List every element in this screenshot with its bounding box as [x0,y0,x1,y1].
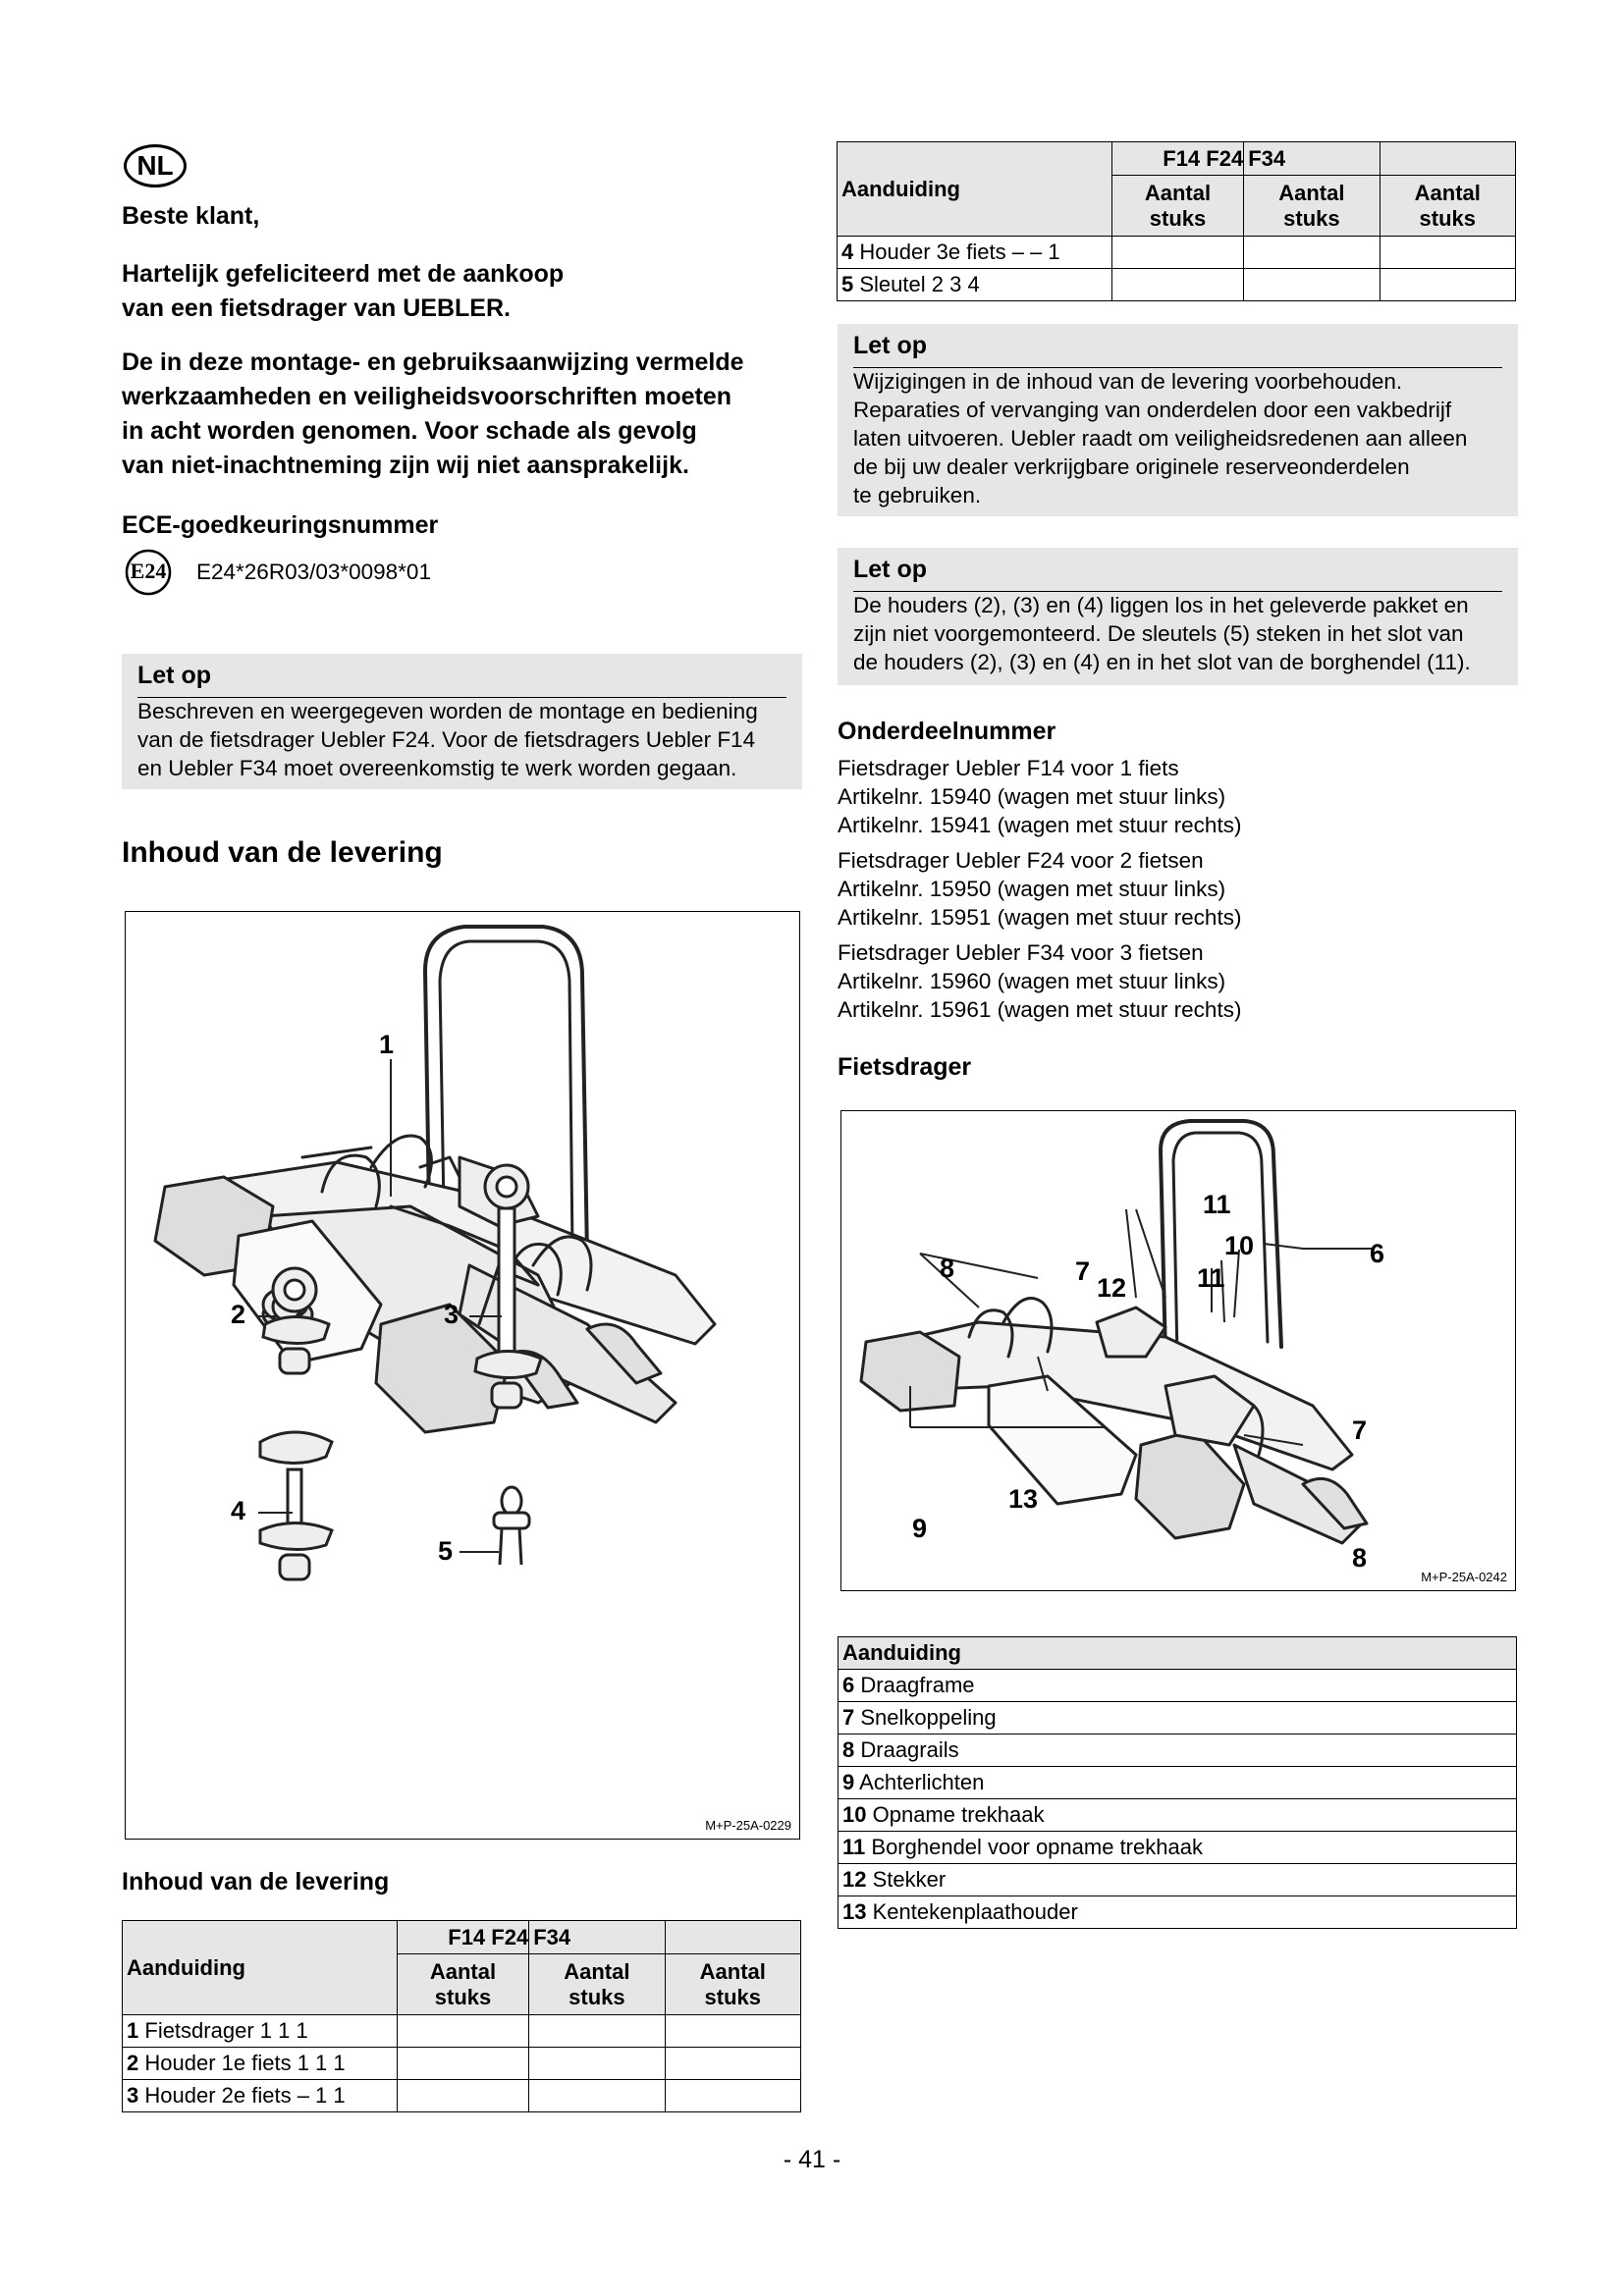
row-text: Achterlichten [859,1770,985,1794]
model-header-f34: F34 [529,1921,665,1954]
row-qty: – 1 1 [297,2083,346,2108]
language-badge: NL [124,144,187,187]
cell [397,2015,528,2048]
parts-line: Fietsdrager Uebler F14 voor 1 fiets [838,756,1179,780]
callout-9: 9 [912,1514,928,1543]
qty-label: Aantal [564,1958,630,1984]
qty-unit: stuks [1149,205,1207,231]
row-text: Houder 2e fiets [144,2083,292,2108]
congrats-text [122,257,564,326]
qty-unit: stuks [1419,205,1477,231]
table-header-row [839,1637,1517,1670]
qty-unit: stuks [568,1984,625,2009]
greeting: Beste klant, [122,202,260,230]
callout-1: 1 [379,1030,395,1059]
note-box-2 [838,324,1518,516]
warning-line: De in deze montage- en gebruiksaanwijzing vermelde [122,348,744,376]
row-label [123,2015,398,2048]
row-number: 7 [842,1705,855,1730]
row-number: 3 [127,2083,139,2108]
row-number: 6 [842,1673,855,1697]
note-line: zijn niet voorgemonteerd. De sleutels (5) steken in het slot van [853,621,1464,646]
row-text: Opname trekhaak [872,1802,1045,1827]
table-row [839,1896,1517,1929]
row-cell [839,1864,1517,1896]
cell [665,2080,800,2112]
parts-line: Fietsdrager Uebler F24 voor 2 fietsen [838,848,1204,873]
model-header-empty [1380,142,1515,176]
parts-line: Artikelnr. 15951 (wagen met stuur rechts) [838,905,1242,930]
row-cell [839,1799,1517,1832]
ece-approval-mark [124,548,173,597]
callout-12: 12 [1097,1273,1127,1303]
row-number: 2 [127,2051,139,2075]
qty-unit: stuks [434,1984,492,2009]
note-line: Reparaties of vervanging van onderdelen door een vakbedrijf [853,398,1452,422]
model-header-empty [665,1921,800,1954]
qty-header [1111,176,1243,237]
callout-5: 5 [438,1536,454,1566]
note-line: De houders (2), (3) en (4) liggen los in het geleverde pakket en [853,593,1469,617]
ece-badge-text: E24 [130,559,167,583]
table-row [123,2015,801,2048]
ece-heading: ECE-goedkeuringsnummer [122,511,439,539]
row-text: Borghendel voor opname trekhaak [871,1835,1203,1859]
qty-header [1244,176,1380,237]
row-cell [839,1670,1517,1702]
note-line: Beschreven en weergegeven worden de montage en bediening [137,699,758,723]
table-row [838,237,1516,269]
figure-code: M+P-25A-0229 [705,1818,791,1833]
table-row [123,2080,801,2112]
liability-warning [122,346,799,483]
parts-line: Artikelnr. 15961 (wagen met stuur rechts) [838,997,1242,1022]
bike-carrier-parts-illustration [126,912,799,1839]
note-line: Wijzigingen in de inhoud van de levering voorbehouden. [853,369,1403,394]
qty-label: Aantal [429,1958,497,1984]
delivery-table-continued [837,141,1516,301]
callout-10: 10 [1224,1231,1255,1260]
row-number: 9 [842,1770,855,1794]
note-box-1 [122,654,802,789]
cell [1380,237,1515,269]
cell [1111,237,1243,269]
callout-11b: 11 [1203,1190,1231,1219]
row-text: Stekker [872,1867,947,1892]
cell [665,2048,800,2080]
qty-header [529,1954,665,2015]
qty-header [397,1954,528,2015]
table-row [839,1670,1517,1702]
ece-number: E24*26R03/03*0098*01 [196,560,431,584]
row-number: 11 [842,1835,866,1859]
qty-unit: stuks [1283,205,1340,231]
callout-8b: 8 [1352,1543,1368,1573]
congrats-line-2: van een fietsdrager van UEBLER. [122,294,511,322]
row-number: 8 [842,1737,855,1762]
congrats-line-1: Hartelijk gefeliciteerd met de aankoop [122,260,565,288]
bike-carrier-illustration [841,1111,1515,1590]
row-qty: – – 1 [1011,240,1060,264]
table-row [839,1767,1517,1799]
parts-line: Artikelnr. 15950 (wagen met stuur links) [838,877,1226,901]
row-cell [839,1832,1517,1864]
callout-2: 2 [231,1300,246,1329]
note-text [853,591,1504,676]
row-number: 5 [841,272,854,296]
cell [1111,269,1243,301]
table-row [839,1702,1517,1735]
row-text: Houder 3e fiets [859,240,1006,264]
figure-code: M+P-25A-0242 [1421,1570,1507,1584]
cell [529,2080,665,2112]
table-row [839,1799,1517,1832]
note-text [137,697,788,782]
qty-label: Aantal [1278,180,1345,205]
parts-line: Artikelnr. 15940 (wagen met stuur links) [838,784,1226,809]
note-line: te gebruiken. [853,483,982,507]
col-aanduiding: Aanduiding [123,1921,398,2015]
parts-line: Artikelnr. 15941 (wagen met stuur rechts) [838,813,1242,837]
row-text: Sleutel [859,272,926,296]
cell [665,2015,800,2048]
note-title: Let op [853,332,927,359]
note-text [853,367,1504,509]
row-text: Houder 1e fiets [144,2051,292,2075]
row-cell [839,1896,1517,1929]
warning-line: in acht worden genomen. Voor schade als gevolg [122,417,697,445]
qty-label: Aantal [1144,180,1212,205]
model-header: F14 F24 [397,1921,528,1954]
parts-line: Artikelnr. 15960 (wagen met stuur links) [838,969,1226,993]
warning-line: werkzaamheden en veiligheidsvoorschriften moeten [122,383,732,410]
row-qty: 1 1 1 [259,2018,308,2043]
model-header-f34: F34 [1244,142,1380,176]
row-text: Draagframe [860,1673,975,1697]
page-number: - 41 - [783,2146,841,2173]
delivery-table [122,1920,801,2112]
carrier-figure [840,1110,1516,1591]
row-label [838,237,1112,269]
warning-line: van niet-inachtneming zijn wij niet aansprakelijk. [122,452,689,479]
table-row [123,2048,801,2080]
table-row [839,1832,1517,1864]
parts-group [838,938,1241,1024]
note-line: de houders (2), (3) en (4) en in het slot van de borghendel (11). [853,650,1471,674]
row-label [838,269,1112,301]
table-row [839,1864,1517,1896]
note-box-3 [838,548,1518,685]
row-label [123,2048,398,2080]
callout-11: 11 [1197,1263,1225,1293]
row-qty: 1 1 1 [297,2051,346,2075]
callout-7b: 7 [1352,1415,1368,1445]
row-qty: 2 3 4 [931,272,980,296]
row-number: 12 [842,1867,867,1892]
qty-header [1380,176,1515,237]
table-row [839,1735,1517,1767]
callout-13: 13 [1008,1484,1039,1514]
section-heading: Inhoud van de levering [122,836,443,869]
parts-list [838,754,1241,1024]
parts-heading: Onderdeelnummer [838,718,1056,745]
qty-header [665,1954,800,2015]
row-number: 10 [842,1802,867,1827]
callout-3: 3 [444,1300,460,1329]
cell [529,2048,665,2080]
row-text: Snelkoppeling [860,1705,997,1730]
delivery-heading: Inhoud van de levering [122,1868,390,1896]
row-number: 1 [127,2018,139,2043]
qty-unit: stuks [704,1984,762,2009]
parts-group [838,846,1241,932]
header-cell: Aanduiding [839,1637,1517,1670]
carrier-heading: Fietsdrager [838,1053,972,1081]
row-text: Kentekenplaathouder [872,1899,1078,1924]
cell [1244,269,1380,301]
qty-label: Aantal [699,1958,766,1984]
cell [397,2080,528,2112]
row-text: Fietsdrager [144,2018,254,2043]
cell [1380,269,1515,301]
parts-line: Fietsdrager Uebler F34 voor 3 fietsen [838,940,1204,965]
table-row [838,269,1516,301]
callout-7: 7 [1075,1256,1091,1286]
parts-group [838,754,1241,839]
row-text: Draagrails [860,1737,959,1762]
cell [529,2015,665,2048]
row-cell [839,1767,1517,1799]
note-line: van de fietsdrager Uebler F24. Voor de fietsdragers Uebler F14 [137,727,756,752]
note-title: Let op [137,662,211,689]
row-cell [839,1735,1517,1767]
col-aanduiding: Aanduiding [838,142,1112,237]
qty-label: Aantal [1414,180,1481,205]
row-cell [839,1702,1517,1735]
row-number: 13 [842,1899,867,1924]
row-label [123,2080,398,2112]
delivery-figure [125,911,800,1840]
model-header: F14 F24 [1111,142,1243,176]
components-table [838,1636,1517,1929]
callout-8: 8 [940,1254,955,1283]
callout-6: 6 [1370,1239,1385,1268]
note-title: Let op [853,556,927,583]
note-line: laten uitvoeren. Uebler raadt om veiligheidsredenen aan alleen [853,426,1468,451]
cell [397,2048,528,2080]
row-number: 4 [841,240,854,264]
cell [1244,237,1380,269]
note-line: de bij uw dealer verkrijgbare originele reserveonderdelen [853,454,1410,479]
callout-4: 4 [231,1496,246,1525]
note-line: en Uebler F34 moet overeenkomstig te werk worden gegaan. [137,756,737,780]
